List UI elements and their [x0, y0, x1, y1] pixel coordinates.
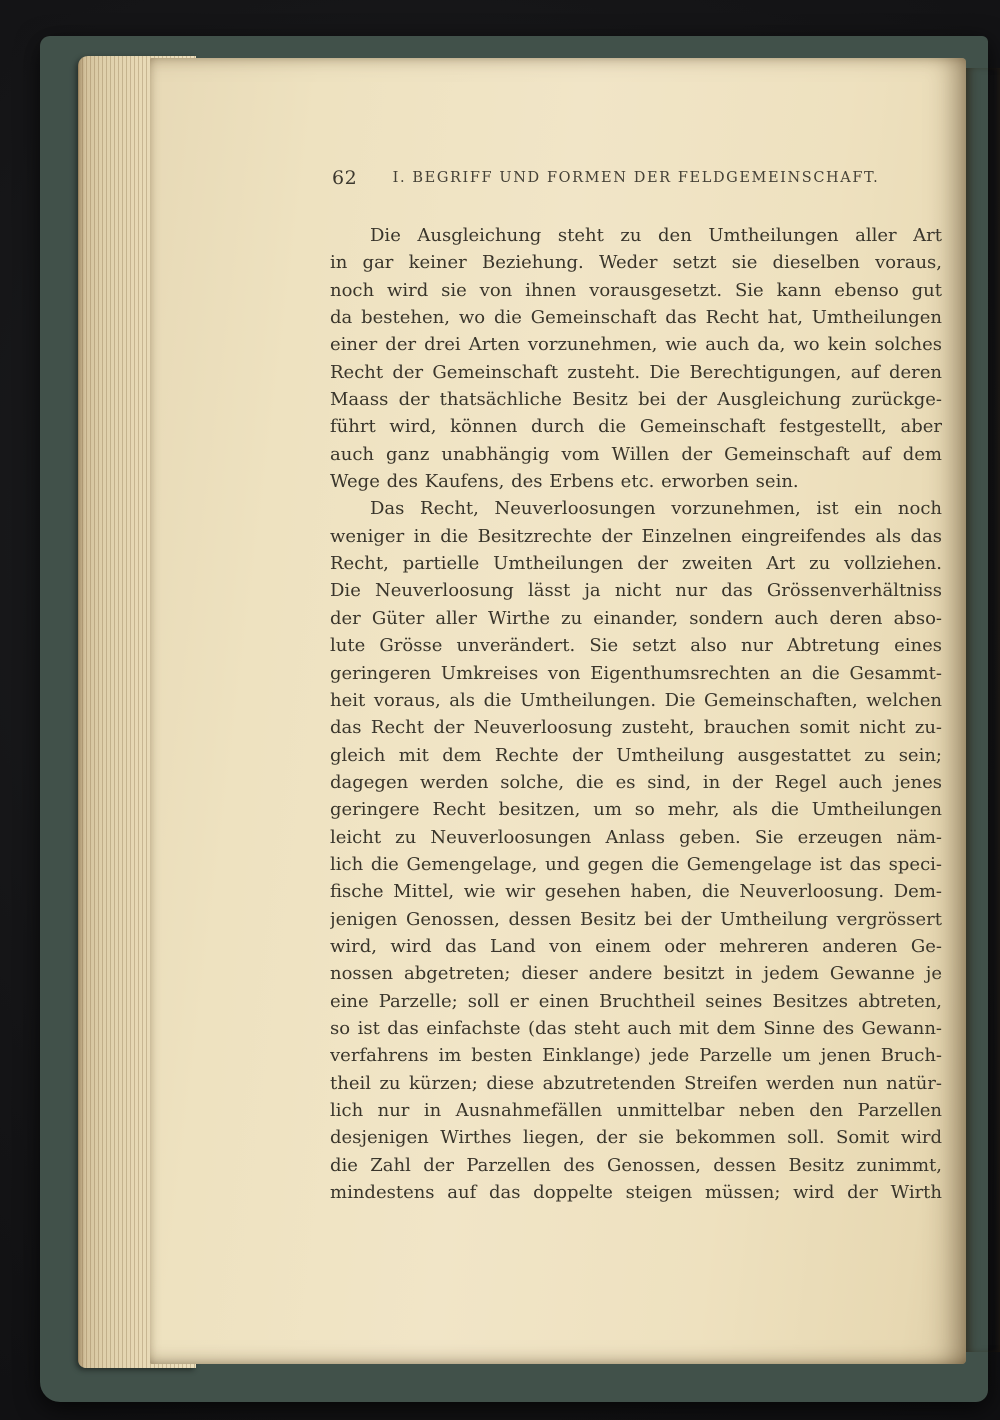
text-line: einer der drei Arten vorzunehmen, wie auch da, wo kein solches — [330, 334, 942, 356]
running-header-title: I. BEGRIFF UND FORMEN DER FELDGEMEINSCHAFT. — [392, 170, 880, 186]
paragraph — [330, 222, 942, 495]
text-line: theil zu kürzen; diese abzutretenden Streifen werden nun natür- — [330, 1072, 942, 1094]
text-line: auch ganz unabhängig vom Willen der Gemeinschaft auf dem — [330, 443, 942, 465]
text-line: nossen abgetreten; dieser andere besitzt in jedem Gewanne je — [330, 963, 942, 985]
text-line: Die Neuverloosung lässt ja nicht nur das Grössenverhältniss — [330, 580, 942, 602]
text-line: jenigen Genossen, dessen Besitz bei der Umtheilung vergrössert — [330, 908, 942, 930]
body-text — [330, 222, 942, 1206]
text-line: führt wird, können durch die Gemeinschaft festgestellt, aber — [330, 416, 942, 438]
text-line: Das Recht, Neuverloosungen vorzunehmen, ist ein noch — [370, 498, 942, 520]
page-number: 62 — [332, 167, 358, 189]
text-line: wird, wird das Land von einem oder mehreren anderen Ge- — [330, 935, 942, 957]
text-line: desjenigen Wirthes liegen, der sie bekommen soll. Somit wird — [330, 1127, 942, 1149]
text-line: Recht, partielle Umtheilungen der zweiten Art zu vollziehen. — [330, 553, 942, 575]
text-line: leicht zu Neuverloosungen Anlass geben. Sie erzeugen näm- — [330, 826, 942, 848]
page-text-block — [330, 166, 942, 1266]
text-line: Maass der thatsächliche Besitz bei der Ausgleichung zurückge- — [330, 389, 942, 411]
text-line: lute Grösse unverändert. Sie setzt also nur Abtretung eines — [330, 635, 942, 657]
paragraph — [330, 495, 942, 1206]
text-line: das Recht der Neuverloosung zusteht, brauchen somit nicht zu- — [330, 717, 942, 739]
text-line: mindestens auf das doppelte steigen müssen; wird der Wirth — [330, 1182, 942, 1204]
text-line: Recht der Gemeinschaft zusteht. Die Berechtigungen, auf deren — [330, 361, 942, 383]
text-line: weniger in die Besitzrechte der Einzelnen eingreifendes als das — [330, 525, 942, 547]
text-line: lich nur in Ausnahmefällen unmittelbar neben den Parzellen — [330, 1100, 942, 1121]
running-head — [330, 166, 942, 194]
text-line: noch wird sie von ihnen vorausgesetzt. Sie kann ebenso gut — [330, 279, 942, 301]
text-line: geringeren Umkreises von Eigenthumsrechten an die Gesammt- — [330, 662, 942, 684]
text-line: dagegen werden solche, die es sind, in der Regel auch jenes — [330, 771, 942, 793]
text-line: heit voraus, als die Umtheilungen. Die Gemeinschaften, welchen — [330, 689, 942, 711]
text-line: gleich mit dem Rechte der Umtheilung ausgestattet zu sein; — [330, 744, 942, 766]
text-line: lich die Gemengelage, und gegen die Gemengelage ist das speci- — [330, 853, 942, 875]
text-line: in gar keiner Beziehung. Weder setzt sie dieselben voraus, — [330, 252, 942, 274]
text-line: Die Ausgleichung steht zu den Umtheilungen aller Art — [370, 225, 942, 246]
text-line: fische Mittel, wie wir gesehen haben, die Neuverloosung. Dem- — [330, 881, 942, 903]
text-line: verfahrens im besten Einklange) jede Parzelle um jenen Bruch- — [330, 1045, 942, 1067]
text-line: so ist das einfachste (das steht auch mit dem Sinne des Gewann- — [330, 1017, 942, 1039]
text-line: der Güter aller Wirthe zu einander, sondern auch deren abso- — [330, 607, 942, 629]
text-line: geringere Recht besitzen, um so mehr, als die Umtheilungen — [330, 799, 942, 821]
text-line: da bestehen, wo die Gemeinschaft das Recht hat, Umtheilungen — [330, 307, 942, 329]
text-line: eine Parzelle; soll er einen Bruchtheil seines Besitzes abtreten, — [330, 990, 942, 1012]
text-line: die Zahl der Parzellen des Genossen, dessen Besitz zunimmt, — [330, 1154, 942, 1176]
text-line: Wege des Kaufens, des Erbens etc. erworben sein. — [330, 471, 799, 493]
facing-page-edge — [966, 68, 1000, 1352]
